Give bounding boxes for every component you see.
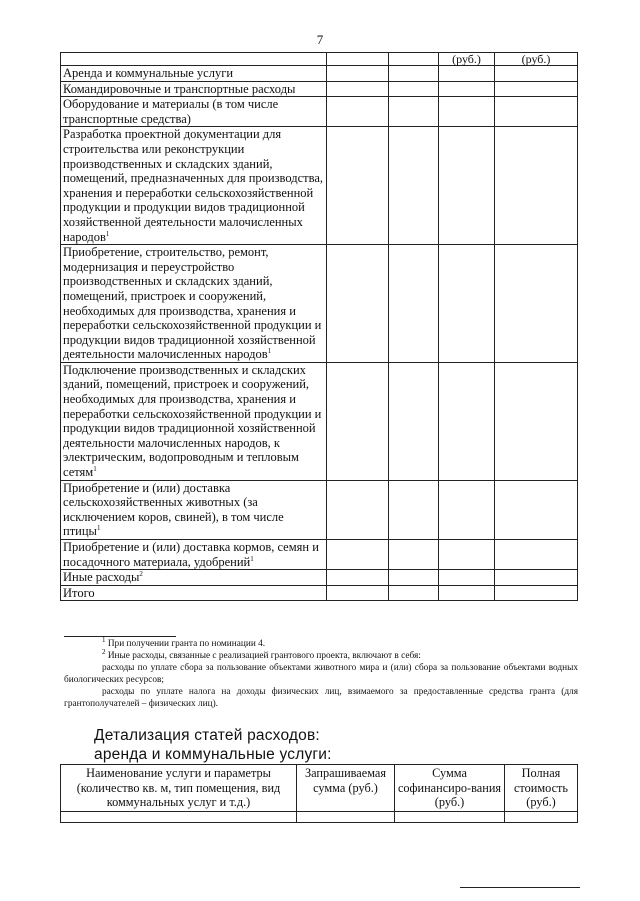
expense-amount-cell[interactable] (327, 245, 389, 363)
expense-amount-cell[interactable] (327, 66, 389, 82)
detail-cell[interactable] (297, 811, 395, 822)
footnote-2-item-1: расходы по уплате сбора за пользование объектами животного мира и (или) сбора за пользование объектами водных биологических ресурсов; (64, 663, 578, 685)
expense-amount-cell[interactable] (495, 245, 578, 363)
expense-label: Итого (61, 585, 327, 601)
expense-amount-cell[interactable] (327, 362, 389, 480)
expense-header-row (61, 53, 578, 66)
expense-amount-cell[interactable] (439, 570, 495, 586)
expense-amount-cell[interactable] (495, 585, 578, 601)
detail-column-header: Запрашиваемая сумма (руб.) (297, 765, 395, 812)
expense-label: Иные расходы$^2$ (61, 570, 327, 586)
expense-amount-cell[interactable] (389, 540, 439, 570)
detail-header-row (61, 765, 578, 812)
expense-amount-cell[interactable] (439, 127, 495, 245)
section-heading (94, 726, 332, 764)
expense-amount-cell[interactable] (327, 585, 389, 601)
expense-label: Приобретение, строительство, ремонт, модернизация и переустройство производственных и складских зданий, помещений, пристроек и сооружений, необходимых для производства, хранения и переработки сельскохозяйственной продукции и продукции видов традиционной хозяйственной деятельности малочисленных народов$^1$ (61, 245, 327, 363)
unit-header: (руб.) (495, 53, 578, 66)
expense-amount-cell[interactable] (389, 127, 439, 245)
expense-amount-cell[interactable] (439, 66, 495, 82)
expense-amount-cell[interactable] (327, 540, 389, 570)
expense-label: Разработка проектной документации для строительства или реконструкции производственных и складских зданий, помещений, предназначенных для производства, хранения и переработки сельскохозяйственной продукции и продукции видов традиционной хозяйственной деятельности малочисленных народов$^1$ (61, 127, 327, 245)
expense-amount-cell[interactable] (495, 362, 578, 480)
expense-label: Приобретение и (или) доставка сельскохозяйственных животных (за исключением коров, свиней), в том числе птицы$^1$ (61, 480, 327, 539)
detail-cell[interactable] (395, 811, 505, 822)
expense-amount-cell[interactable] (389, 585, 439, 601)
expense-label: Аренда и коммунальные услуги (61, 66, 327, 82)
expense-amount-cell[interactable] (389, 81, 439, 97)
expense-amount-cell[interactable] (495, 127, 578, 245)
expense-row (61, 97, 578, 127)
footnotes (64, 635, 578, 710)
expense-amount-cell[interactable] (439, 245, 495, 363)
expense-amount-cell[interactable] (495, 480, 578, 539)
expense-label: Оборудование и материалы (в том числе транспортные средства) (61, 97, 327, 127)
expense-row (61, 362, 578, 480)
expense-row (61, 245, 578, 363)
footnote-1: $^1$ При получении гранта по номинации 4. (102, 635, 266, 649)
footnote-mark: 1 (105, 229, 110, 238)
expense-amount-cell[interactable] (439, 97, 495, 127)
detail-column-header: Наименование услуги и параметры (количество кв. м, тип помещения, вид коммунальных услуг и т.д.) (61, 765, 297, 812)
expense-amount-cell[interactable] (439, 81, 495, 97)
expense-amount-cell[interactable] (327, 81, 389, 97)
footnote-mark: 1 (93, 464, 97, 473)
expense-amount-cell[interactable] (495, 540, 578, 570)
detail-table (60, 764, 578, 823)
footnote-mark: 2 (139, 570, 143, 579)
expense-amount-cell[interactable] (327, 127, 389, 245)
footnote-mark: 1 (267, 347, 272, 356)
expense-row (61, 66, 578, 82)
footnote-2-item-2: расходы по уплате налога на доходы физических лиц, взимаемого за предоставленные средства гранта (для грантополучателей – физических лиц). (64, 687, 578, 709)
detail-cell[interactable] (505, 811, 578, 822)
expense-amount-cell[interactable] (389, 66, 439, 82)
expense-amount-cell[interactable] (389, 245, 439, 363)
expense-amount-cell[interactable] (389, 480, 439, 539)
expense-row (61, 570, 578, 586)
expense-row (61, 480, 578, 539)
expense-amount-cell[interactable] (327, 570, 389, 586)
detail-cell[interactable] (61, 811, 297, 822)
detail-column-header: Полная стоимость (руб.) (505, 765, 578, 812)
footnote-mark: 1 (102, 635, 106, 644)
expense-amount-cell[interactable] (495, 570, 578, 586)
expense-amount-cell[interactable] (327, 97, 389, 127)
expense-amount-cell[interactable] (389, 570, 439, 586)
unit-header: (руб.) (439, 53, 495, 66)
expense-table (60, 52, 578, 601)
section-heading-line-2: аренда и коммунальные услуги: (94, 746, 332, 763)
expense-amount-cell[interactable] (389, 97, 439, 127)
expense-amount-cell[interactable] (389, 362, 439, 480)
expense-label: Приобретение и (или) доставка кормов, семян и посадочного материала, удобрений$^1$ (61, 540, 327, 570)
header-cell (327, 53, 389, 66)
expense-amount-cell[interactable] (495, 97, 578, 127)
expense-row (61, 81, 578, 97)
expense-amount-cell[interactable] (495, 81, 578, 97)
section-heading-line-1: Детализация статей расходов: (94, 727, 320, 744)
page-number: 7 (316, 32, 324, 47)
expense-amount-cell[interactable] (495, 66, 578, 82)
expense-amount-cell[interactable] (439, 540, 495, 570)
footnote-mark: 1 (96, 524, 101, 533)
expense-row (61, 585, 578, 601)
detail-empty-row (61, 811, 578, 822)
expense-amount-cell[interactable] (327, 480, 389, 539)
expense-amount-cell[interactable] (439, 480, 495, 539)
footnote-separator (64, 636, 176, 637)
bottom-rule (460, 887, 580, 888)
expense-row (61, 540, 578, 570)
footnote-mark: 1 (250, 554, 254, 563)
header-cell (61, 53, 327, 66)
expense-amount-cell[interactable] (439, 362, 495, 480)
expense-amount-cell[interactable] (439, 585, 495, 601)
header-cell (389, 53, 439, 66)
footnote-mark: 2 (102, 647, 106, 656)
expense-label: Подключение производственных и складских зданий, помещений, пристроек и сооружений, необходимых для производства, хранения и переработки сельскохозяйственной продукции и продукции видов традиционной хозяйственной деятельности малочисленных народов, к электрическим, водопроводным и тепловым сетям$^1$ (61, 362, 327, 480)
expense-row (61, 127, 578, 245)
detail-column-header: Сумма софинансиро-вания (руб.) (395, 765, 505, 812)
expense-label: Командировочные и транспортные расходы (61, 81, 327, 97)
footnote-2: $^2$ Иные расходы, связанные с реализацией грантового проекта, включают в себя: (102, 647, 421, 661)
